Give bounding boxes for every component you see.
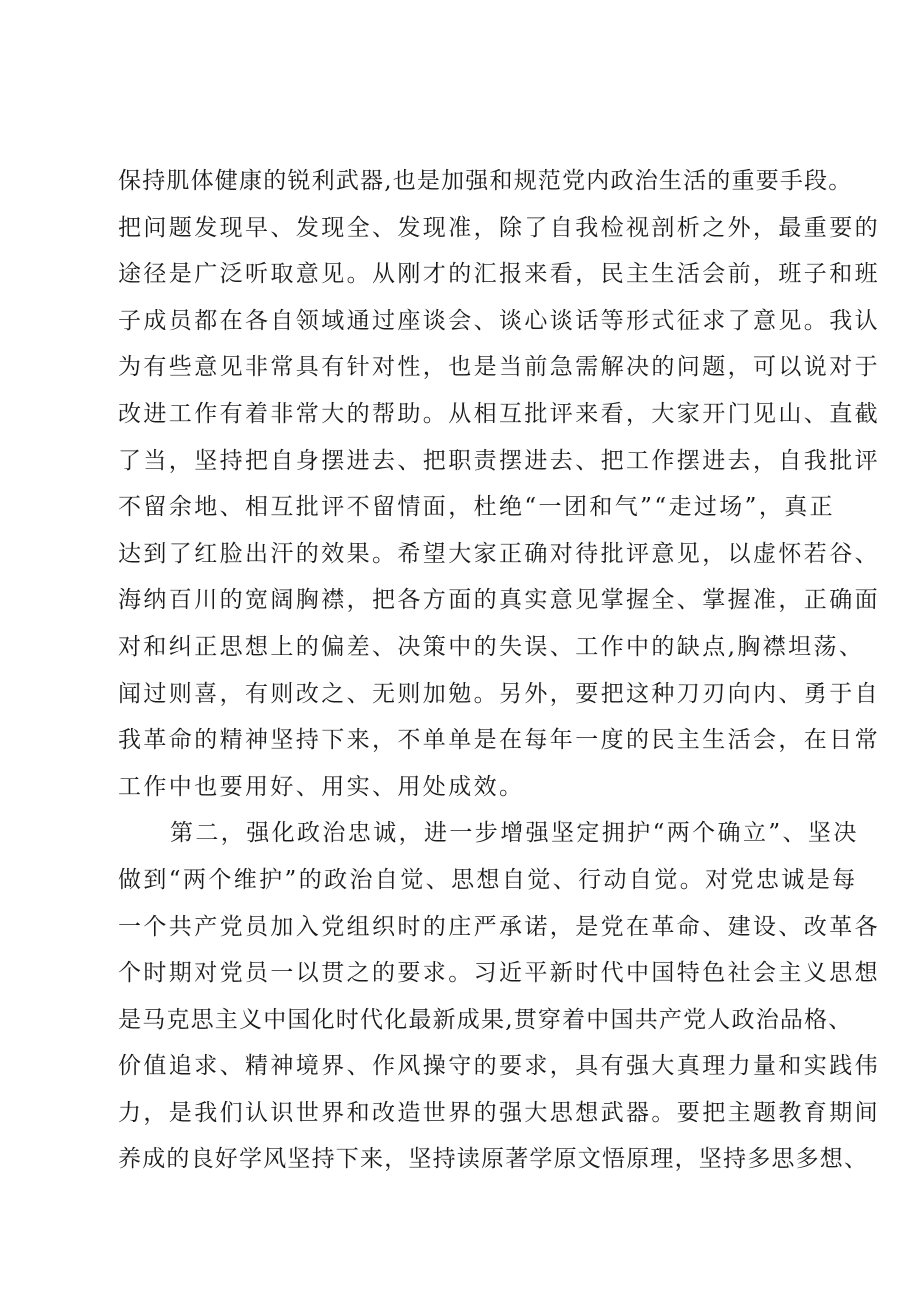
text-line: 价值追求、精神境界、作风操守的要求，具有强大真理力量和实践伟 <box>118 1053 880 1080</box>
text-line: 做到“两个维护”的政治自觉、思想自觉、行动自觉。对党忠诚是每 <box>118 866 858 893</box>
paragraph-start-line: 第二，强化政治忠诚，进一步增强坚定拥护“两个确立”、坚决 <box>170 820 859 847</box>
text-line: 养成的良好学风坚持下来，坚持读原著学原文悟原理，坚持多思多想、 <box>118 1146 869 1173</box>
text-line: 保持肌体健康的锐利武器,也是加强和规范党内政治生活的重要手段。 <box>118 168 853 194</box>
text-line: 对和纠正思想上的偏差、决策中的失误、工作中的缺点,胸襟坦荡、 <box>118 633 865 660</box>
text-line: 达到了红脸出汗的效果。希望大家正确对待批评意见，以虚怀若谷、 <box>118 540 880 567</box>
document-body <box>118 158 880 1183</box>
text-line: 是马克思主义中国化时代化最新成果,贯穿着中国共产党人政治品格、 <box>118 1006 853 1033</box>
text-line: 改进工作有着非常大的帮助。从相互批评来看，大家开门见山、直截 <box>118 400 880 427</box>
text-line: 工作中也要用好、用实、用处成效。 <box>118 773 525 800</box>
text-line: 力，是我们认识世界和改造世界的强大思想武器。要把主题教育期间 <box>118 1099 880 1126</box>
text-line: 不留余地、相互批评不留情面，杜绝“一团和气”“走过场”，真正 <box>118 494 836 521</box>
text-line: 途径是广泛听取意见。从刚才的汇报来看，民主生活会前，班子和班 <box>118 261 880 288</box>
text-line: 闻过则喜，有则改之、无则加勉。另外，要把这种刀刃向内、勇于自 <box>118 680 880 707</box>
text-line: 我革命的精神坚持下来，不单单是在每年一度的民主生活会，在日常 <box>118 727 880 754</box>
text-line: 子成员都在各自领域通过座谈会、谈心谈话等形式征求了意见。我认 <box>118 307 880 334</box>
text-line: 个时期对党员一以贯之的要求。习近平新时代中国特色社会主义思想 <box>118 960 880 987</box>
text-line: 一个共产党员加入党组织时的庄严承诺，是党在革命、建设、改革各 <box>118 913 880 940</box>
text-line: 了当，坚持把自身摆进去、把职责摆进去、把工作摆进去，自我批评 <box>118 447 880 474</box>
text-line: 海纳百川的宽阔胸襟，把各方面的真实意见掌握全、掌握准，正确面 <box>118 587 880 614</box>
text-line: 为有些意见非常具有针对性，也是当前急需解决的问题，可以说对于 <box>118 354 880 381</box>
text-line: 把问题发现早、发现全、发现准，除了自我检视剖析之外，最重要的 <box>118 214 880 241</box>
